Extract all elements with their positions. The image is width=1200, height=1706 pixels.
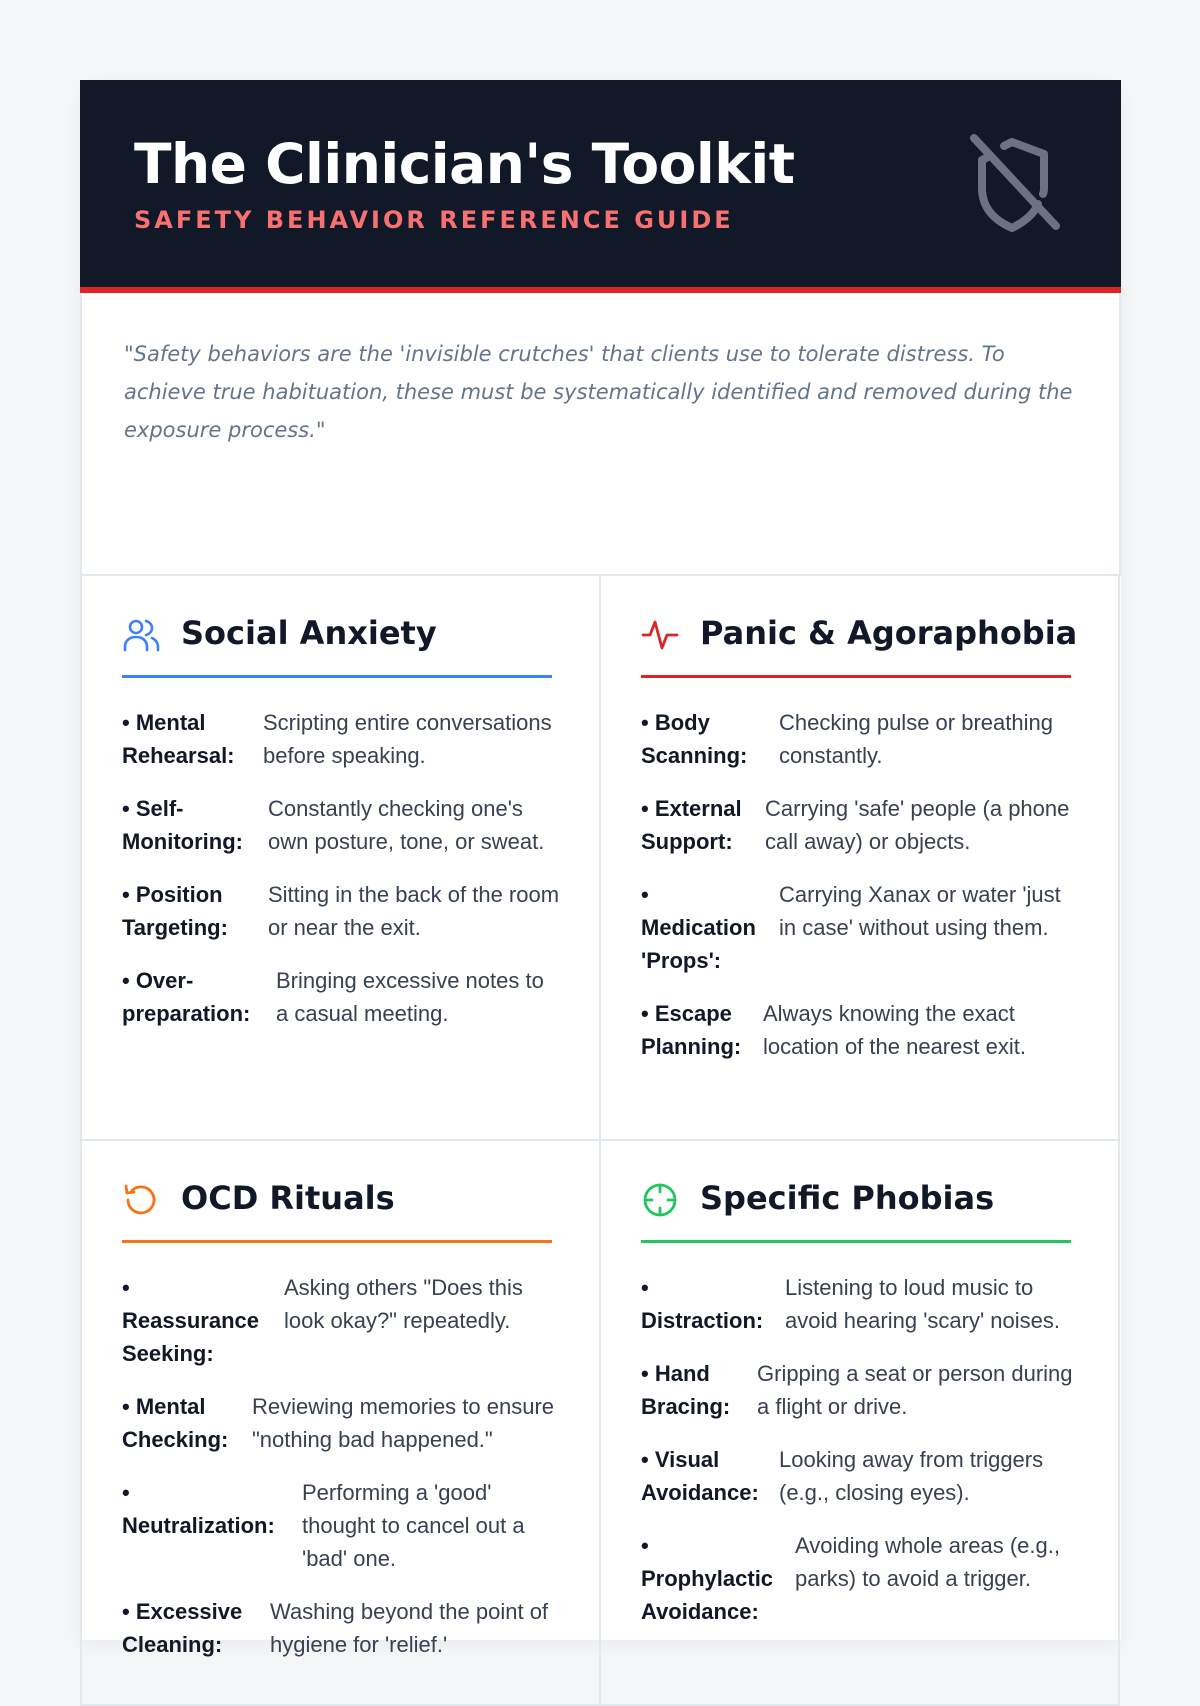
item-desc: Reviewing memories to ensure "nothing bad happened." [252, 1394, 555, 1452]
item-term: • Escape Planning: [641, 1001, 742, 1059]
item-term: • Visual Avoidance: [641, 1447, 759, 1505]
behavior-list [641, 1271, 1081, 1648]
item-term: • Excessive Cleaning: [122, 1599, 243, 1657]
page-title: The Clinician's Toolkit [134, 132, 795, 196]
section-title: Social Anxiety [181, 614, 437, 652]
item-desc: Carrying Xanax or water 'just in case' without using them. [779, 882, 1061, 940]
item-desc: Performing a 'good' thought to cancel out a 'bad' one. [302, 1480, 525, 1571]
item-term: • Medication 'Props': [641, 882, 756, 973]
list-item [641, 1443, 1081, 1509]
section-title: Specific Phobias [700, 1179, 995, 1217]
item-desc: Listening to loud music to avoid hearing 'scary' noises. [785, 1275, 1060, 1333]
list-item [641, 878, 1081, 977]
section-title: OCD Rituals [181, 1179, 395, 1217]
section-title: Panic & Agoraphobia [700, 614, 1078, 652]
item-term: • Distraction: [641, 1275, 764, 1333]
item-desc: Sitting in the back of the room or near the exit. [268, 882, 560, 940]
behavior-list [122, 706, 562, 1050]
item-desc: Gripping a seat or person during a flight or drive. [757, 1361, 1073, 1419]
section-header [641, 614, 1078, 678]
list-item [122, 792, 562, 858]
item-desc: Always knowing the exact location of the nearest exit. [763, 1001, 1026, 1059]
list-item [122, 706, 562, 772]
toolkit-card [80, 80, 1121, 1657]
item-desc: Washing beyond the point of hygiene for 'relief.' [270, 1599, 549, 1657]
activity-icon [641, 616, 679, 654]
item-term: • Mental Rehearsal: [122, 710, 235, 768]
behavior-list [641, 706, 1081, 1083]
item-desc: Carrying 'safe' people (a phone call away) or objects. [765, 796, 1070, 854]
list-item [641, 997, 1081, 1063]
section-header [122, 616, 552, 678]
item-term: • Self-Monitoring: [122, 796, 243, 854]
page-subtitle: SAFETY BEHAVIOR REFERENCE GUIDE [134, 206, 734, 234]
list-item [122, 1476, 562, 1575]
sections-grid [80, 574, 1121, 1657]
list-item [641, 1529, 1081, 1628]
behavior-list [122, 1271, 562, 1681]
item-term: • Hand Bracing: [641, 1361, 731, 1419]
section-specific-phobias [600, 1141, 1120, 1706]
item-term: • External Support: [641, 796, 742, 854]
item-term: • Over-preparation: [122, 968, 251, 1026]
list-item [641, 1271, 1081, 1337]
list-item [122, 878, 562, 944]
rotate-ccw-icon [122, 1181, 160, 1219]
list-item [641, 792, 1081, 858]
section-social-anxiety [80, 576, 600, 1141]
item-term: • Prophylactic Avoidance: [641, 1533, 774, 1624]
section-panic-agoraphobia [600, 576, 1120, 1141]
section-header [122, 1181, 552, 1243]
item-term: • Neutralization: [122, 1480, 275, 1538]
list-item [641, 706, 1081, 772]
item-term: • Body Scanning: [641, 710, 748, 768]
item-term: • Reassurance Seeking: [122, 1275, 259, 1366]
item-term: • Mental Checking: [122, 1394, 229, 1452]
item-desc: Checking pulse or breathing constantly. [779, 710, 1053, 768]
list-item [122, 1390, 562, 1456]
list-item [122, 1271, 562, 1370]
list-item [641, 1357, 1081, 1423]
users-icon [122, 616, 160, 654]
page-header [80, 80, 1121, 293]
section-header [641, 1181, 1071, 1243]
item-desc: Looking away from triggers (e.g., closing eyes). [779, 1447, 1044, 1505]
section-ocd-rituals [80, 1141, 600, 1706]
list-item [122, 1595, 562, 1661]
crosshair-icon [641, 1181, 679, 1219]
intro-quote [80, 293, 1121, 575]
list-item [122, 964, 562, 1030]
shield-off-icon [960, 132, 1064, 236]
quote-text: "Safety behaviors are the 'invisible crutches' that clients use to tolerate distress. To achieve true habituation, these must be systematically identified and removed during the exposure process." [124, 342, 1073, 442]
item-desc: Asking others "Does this look okay?" repeatedly. [284, 1275, 523, 1333]
item-desc: Avoiding whole areas (e.g., parks) to avoid a trigger. [795, 1533, 1060, 1591]
item-desc: Bringing excessive notes to a casual meeting. [276, 968, 544, 1026]
item-desc: Scripting entire conversations before speaking. [263, 710, 552, 768]
item-desc: Constantly checking one's own posture, tone, or sweat. [268, 796, 545, 854]
item-term: • Position Targeting: [122, 882, 228, 940]
